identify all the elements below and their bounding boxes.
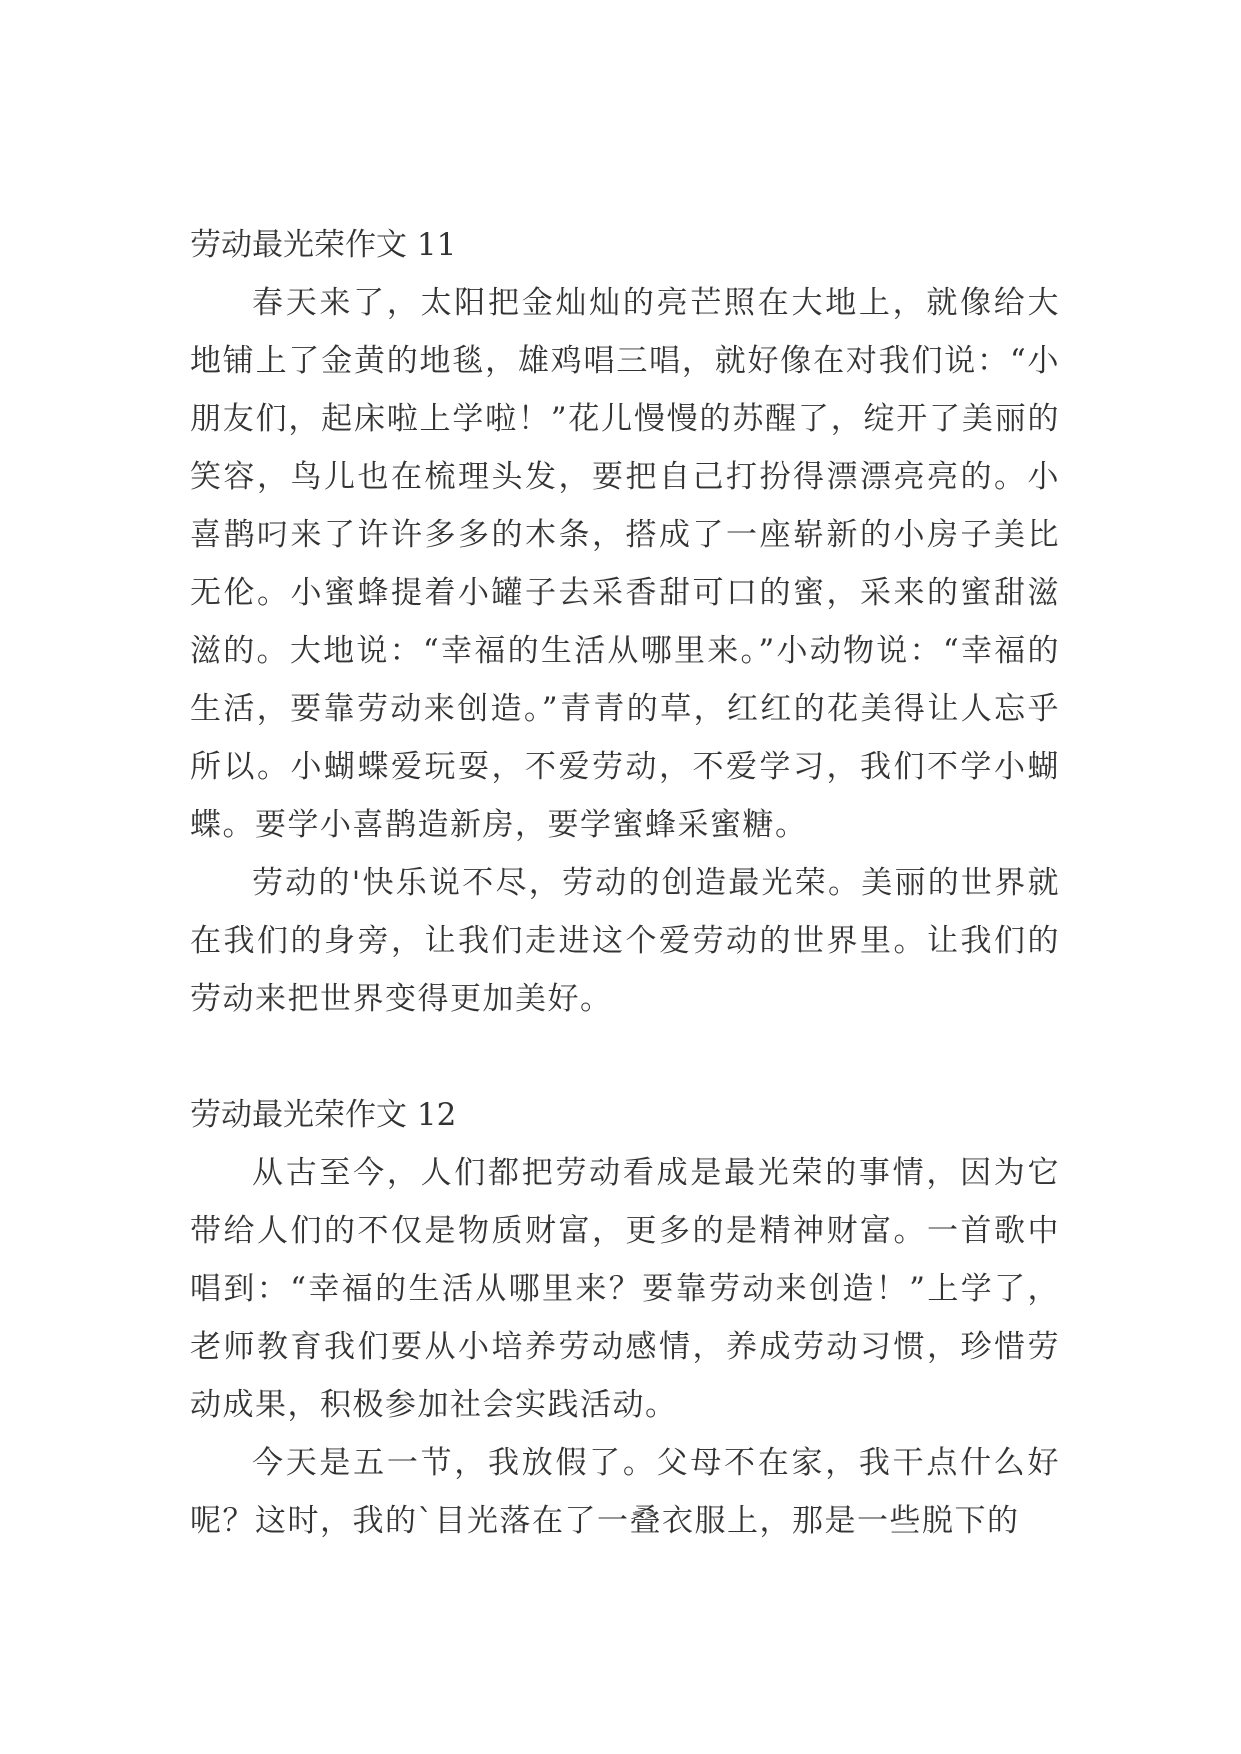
section-title: 劳动最光荣作文 12 bbox=[190, 1097, 457, 1133]
paragraph: 今天是五一节，我放假了。父母不在家，我干点什么好呢？这时，我的`目光落在了一叠衣服上，那是一些脱下的 bbox=[190, 1445, 1060, 1539]
section-spacer bbox=[190, 1028, 1060, 1086]
section-title: 劳动最光荣作文 11 bbox=[190, 227, 457, 263]
paragraph: 春天来了，太阳把金灿灿的亮芒照在大地上，就像给大地铺上了金黄的地毯，雄鸡唱三唱，就好像在对我们说：“小朋友们，起床啦上学啦！”花儿慢慢的苏醒了，绽开了美丽的笑容，鸟儿也在梳理头发，要把自己打扮得漂漂亮亮的。小喜鹊叼来了许许多多的木条，搭成了一座崭新的小房子美比无伦。小蜜蜂提着小罐子去采香甜可口的蜜，采来的蜜甜滋滋的。大地说：“幸福的生活从哪里来。”小动物说：“幸福的生活，要靠劳动来创造。”青青的草，红红的花美得让人忘乎所以。小蝴蝶爱玩耍，不爱劳动，不爱学习，我们不学小蝴蝶。要学小喜鹊造新房，要学蜜蜂采蜜糖。 bbox=[190, 285, 1060, 843]
paragraph: 劳动的'快乐说不尽，劳动的创造最光荣。美丽的世界就在我们的身旁，让我们走进这个爱劳动的世界里。让我们的劳动来把世界变得更加美好。 bbox=[190, 865, 1060, 1017]
paragraph: 从古至今，人们都把劳动看成是最光荣的事情，因为它带给人们的不仅是物质财富，更多的是精神财富。一首歌中唱到：“幸福的生活从哪里来？要靠劳动来创造！”上学了，老师教育我们要从小培养劳动感情，养成劳动习惯，珍惜劳动成果，积极参加社会实践活动。 bbox=[190, 1155, 1060, 1423]
document-body bbox=[190, 216, 1060, 1550]
